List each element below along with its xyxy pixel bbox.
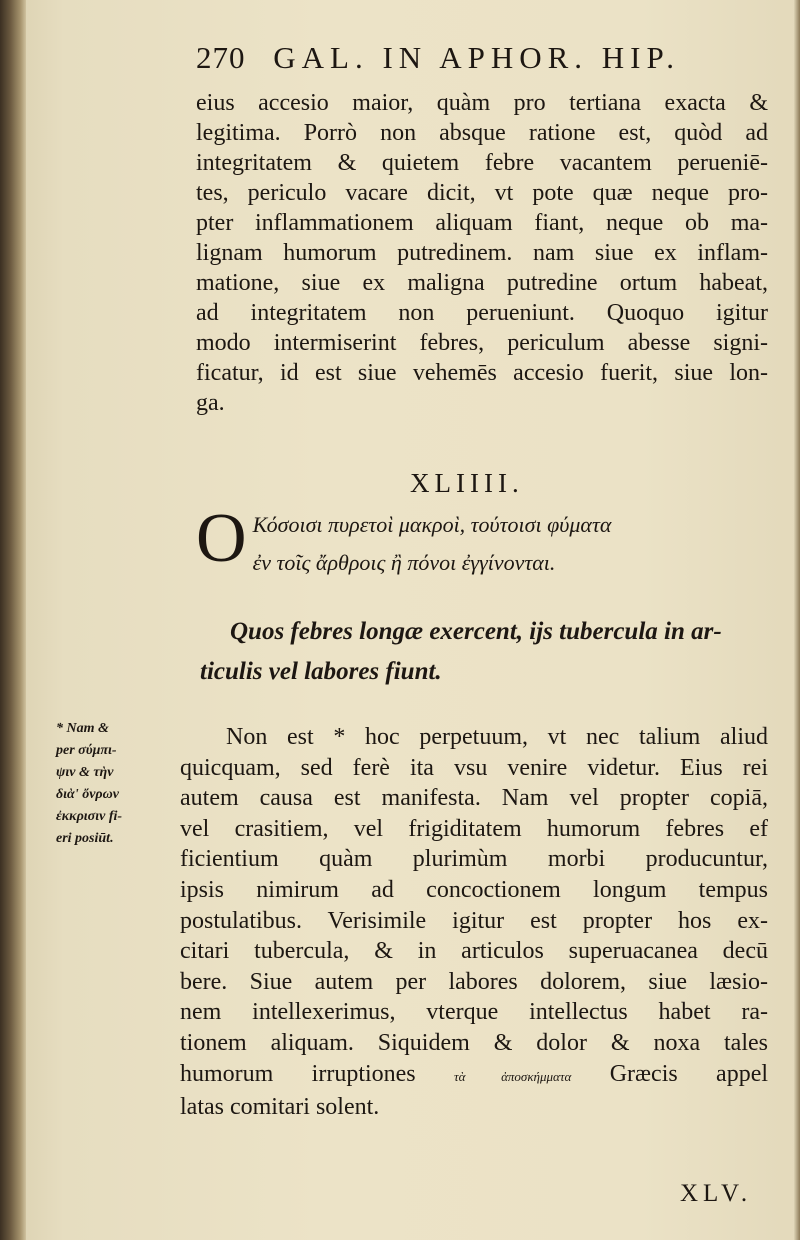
text-line: tionem aliquam. Siquidem & dolor & noxa tales xyxy=(180,1029,768,1056)
page-header xyxy=(196,40,756,76)
text-line: legitima. Porrò non absque ratione est, quòd ad xyxy=(196,120,768,146)
text-line: eius accesio maior, quàm pro tertiana exacta & xyxy=(196,90,768,116)
text-line: ficientium quàm plurimùm morbi producuntur, xyxy=(180,846,768,873)
commentary-top xyxy=(196,88,768,418)
text-line: bere. Siue autem per labores dolorem, siue læsio- xyxy=(180,968,768,995)
text-line: ad integritatem non perueniunt. Quoquo igitur xyxy=(196,300,768,326)
margin-line: * Nam & xyxy=(56,721,109,736)
text-line: ipsis nimirum ad concoctionem longum tempus xyxy=(180,876,768,903)
greek-term: τὰ ἀποσκήμματα xyxy=(454,1068,572,1084)
text-line: autem causa est manifesta. Nam vel propter copiā, xyxy=(180,785,768,812)
text-line: citari tubercula, & in articulos superuacanea decū xyxy=(180,938,768,965)
latin-line: Quos febres longæ exercent, ijs tubercula in ar- xyxy=(230,618,722,645)
text-line: Non est * hoc perpetuum, vt nec talium aliud xyxy=(226,724,768,750)
margin-line: ψιν & τὴν xyxy=(56,765,114,780)
latin-line: ticulis vel labores fiunt. xyxy=(200,658,442,685)
margin-line: ἐκκρισιν fi- xyxy=(56,809,123,824)
margin-line: eri posiūt. xyxy=(56,831,114,846)
text-line-with-greek xyxy=(180,1059,768,1093)
margin-line: διὰ' ὄνρων xyxy=(56,787,119,802)
text-line: pter inflammationem aliquam fiant, neque ob ma- xyxy=(196,210,768,236)
greek-line: Κόσοισι πυρετοὶ μακροὶ, τούτοισι φύματα xyxy=(252,512,612,537)
latin-aphorism xyxy=(200,612,768,692)
running-title: GAL. IN APHOR. HIP. xyxy=(273,40,681,75)
text-line: vel crasitiem, vel frigiditatem humorum febres ef xyxy=(180,815,768,842)
text-line: latas comitari solent. xyxy=(180,1094,380,1121)
page-number: 270 xyxy=(196,40,246,75)
text-line: ga. xyxy=(196,390,225,416)
commentary-bottom xyxy=(180,722,768,1123)
margin-line: per σύμπι- xyxy=(56,743,117,758)
text-line: lignam humorum putredinem. nam siue ex inflam- xyxy=(196,240,768,266)
text-line: modo intermiserint febres, periculum abesse signi- xyxy=(196,330,768,356)
text-line: matione, siue ex maligna putredine ortum habeat, xyxy=(196,270,768,296)
book-spine xyxy=(0,0,26,1240)
text-line: nem intellexerimus, vterque intellectus habet ra- xyxy=(180,999,768,1026)
text-fragment: Græcis appel xyxy=(609,1060,769,1087)
aphorism-number: XLIIII. xyxy=(410,468,524,498)
text-line: tes, periculo vacare dicit, vt pote quæ neque pro- xyxy=(196,180,768,206)
margin-note xyxy=(56,718,178,850)
text-fragment: humorum irruptiones xyxy=(180,1060,416,1087)
text-line: postulatibus. Verisimile igitur est propter hos ex- xyxy=(180,907,768,934)
greek-line: ἐν τοῖς ἄρθροις ἢ πόνοι ἐγγίνονται. xyxy=(252,550,556,575)
text-line: quicquam, sed ferè ita vsu venire videtur. Eius rei xyxy=(180,754,768,781)
page-edge xyxy=(794,0,800,1240)
greek-aphorism xyxy=(196,500,768,582)
text-line: integritatem & quietem febre vacantem perueniē- xyxy=(196,150,768,176)
drop-cap: O xyxy=(196,500,247,577)
text-line: ficatur, id est siue vehemēs accesio fuerit, siue lon- xyxy=(196,360,768,386)
signature-mark: XLV. xyxy=(680,1180,753,1207)
